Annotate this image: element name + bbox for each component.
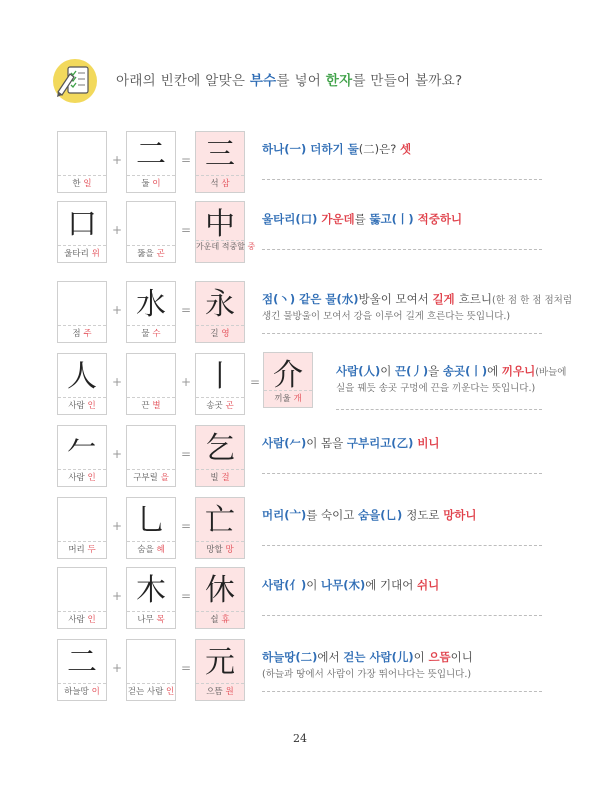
plus-sign: + [111,223,123,237]
radical-box [126,281,176,343]
result-hanja-box [195,425,245,487]
answer-line [262,473,542,474]
meaning-sound-label: 끈 별 [127,397,175,414]
result-hanja-box [195,281,245,343]
hanja-char: 三 [205,137,235,172]
radical-box [126,497,176,559]
explanation-text: 사람(亻)이 나무(木)에 기대어 쉬니 [262,578,440,592]
meaning-sound-label: 가운데 적중할 중 [196,240,244,262]
hanja-char: 乞 [205,431,235,466]
hanja-char [127,205,175,245]
result-hanja-box [195,567,245,629]
hanja-char: 𠂉 [67,431,97,466]
result-hanja-box [195,639,245,701]
blank-answer-box[interactable] [57,131,107,193]
meaning-sound-label: 하늘땅 이 [58,683,106,700]
exercise-row [0,567,600,631]
meaning-sound-label: 걷는 사람 인 [127,683,175,700]
radical-box [195,353,245,415]
exercise-row [0,353,600,417]
explanation-text: 사람(人)이 끈(丿)을 송곳(丨)에 끼우니(바늘에 [336,364,567,378]
radical-box [57,639,107,701]
explanation-subtext: 생긴 물방울이 모여서 강을 이루어 길게 흐른다는 뜻입니다.) [262,311,511,322]
plus-sign: + [111,375,123,389]
hanja-char: 元 [205,645,235,680]
meaning-sound-label: 석 삼 [196,175,244,192]
blank-answer-box[interactable] [126,639,176,701]
meaning-sound-label: 둘 이 [127,175,175,192]
result-hanja-box [195,131,245,193]
exercise-row [0,131,600,195]
meaning-sound-label: 사람 인 [58,397,106,414]
blank-answer-box[interactable] [126,201,176,263]
plus-sign: + [111,589,123,603]
equals-sign: = [180,303,192,317]
hanja-char: 介 [273,358,303,393]
equals-sign: = [180,519,192,533]
explanation-text: 하늘땅(二)에서 걷는 사람(儿)이 으뜸이니 [262,650,473,664]
hanja-char: 丨 [205,359,235,394]
meaning-sound-label: 망할 망 [196,541,244,558]
explanation-text: 하나(一) 더하기 둘(二)은? 셋 [262,142,412,156]
meaning-sound-label: 사람 인 [58,611,106,628]
hanja-char: 二 [67,645,97,680]
meaning-sound-label: 머리 두 [58,541,106,558]
instruction-header [52,52,572,108]
explanation-text: 사람(𠂉)이 몸을 구부리고(乙) 비니 [262,436,440,450]
hanja-char: 亡 [205,503,235,538]
hanja-char: 永 [205,287,235,322]
meaning-sound-label: 숨을 혜 [127,541,175,558]
exercise-row [0,281,600,345]
result-hanja-box [195,497,245,559]
hanja-char: 二 [136,137,166,172]
hanja-char: 口 [67,207,97,242]
exercise-row [0,425,600,489]
equals-sign: = [180,589,192,603]
hanja-char: 乚 [136,503,166,538]
hanja-char [127,357,175,397]
keyword-radical: 부수 [249,73,277,89]
result-hanja-box [263,352,313,408]
explanation-text: 머리(亠)를 숙이고 숨을(乚) 정도로 망하니 [262,508,477,522]
meaning-sound-label: 쉴 휴 [196,611,244,628]
meaning-sound-label: 사람 인 [58,469,106,486]
blank-answer-box[interactable] [126,353,176,415]
meaning-sound-label: 한 일 [58,175,106,192]
equals-sign: = [180,661,192,675]
answer-line [262,333,542,334]
radical-box [57,353,107,415]
answer-line [262,249,542,250]
result-hanja-box [195,201,256,263]
plus-sign: + [111,519,123,533]
blank-answer-box[interactable] [57,497,107,559]
meaning-sound-label: 물 수 [127,325,175,342]
radical-box [57,201,107,263]
plus-sign: + [180,375,192,389]
meaning-sound-label: 길 영 [196,325,244,342]
answer-line [262,615,542,616]
plus-sign: + [111,153,123,167]
blank-answer-box[interactable] [57,567,107,629]
meaning-sound-label: 점 주 [58,325,106,342]
answer-line [262,179,542,180]
radical-box [57,425,107,487]
meaning-sound-label: 끼울 개 [264,390,312,407]
page-number: 24 [293,732,307,745]
plus-sign: + [111,661,123,675]
blank-answer-box[interactable] [57,281,107,343]
explanation-text: 울타리(口) 가운데를 뚫고(丨) 적중하니 [262,212,463,226]
plus-sign: + [111,447,123,461]
instruction-text: 아래의 빈칸에 알맞은 부수를 넣어 한자를 만들어 볼까요? [116,73,463,89]
exercise-row [0,497,600,561]
hanja-char: 中 [205,207,235,242]
meaning-sound-label: 뚫을 곤 [127,245,175,262]
explanation-subtext: (하늘과 땅에서 사람이 가장 뛰어나다는 뜻입니다.) [262,669,472,680]
worksheet-pencil-icon [52,58,98,104]
hanja-char: 休 [205,573,235,608]
hanja-char [58,135,106,175]
hanja-char: 人 [67,359,97,394]
plus-sign: + [111,303,123,317]
meaning-sound-label: 빌 걸 [196,469,244,486]
equals-sign: = [180,447,192,461]
meaning-sound-label: 송곳 곤 [196,397,244,414]
explanation-text: 점(丶) 같은 물(水)방울이 모여서 길게 흐르니(한 점 한 점 점처럼 [262,292,573,306]
equals-sign: = [180,153,192,167]
hanja-char [58,285,106,325]
hanja-char: 水 [136,287,166,322]
blank-answer-box[interactable] [126,425,176,487]
answer-line [262,545,542,546]
meaning-sound-label: 구부릴 을 [127,469,175,486]
equals-sign: = [180,223,192,237]
answer-line [336,409,542,410]
meaning-sound-label: 울타리 위 [58,245,106,262]
meaning-sound-label: 나무 목 [127,611,175,628]
hanja-char [58,501,106,541]
exercise-row [0,201,600,265]
hanja-char [58,571,106,611]
explanation-subtext: 실을 꿰듯 송곳 구멍에 끈을 끼운다는 뜻입니다.) [336,383,536,394]
hanja-char [127,429,175,469]
hanja-char: 木 [136,573,166,608]
answer-line [262,691,542,692]
keyword-hanja: 한자 [325,73,353,89]
hanja-char [127,643,175,683]
equals-sign: = [249,375,261,389]
radical-box [126,131,176,193]
meaning-sound-label: 으뜸 원 [196,683,244,700]
exercise-row [0,639,600,703]
radical-box [126,567,176,629]
